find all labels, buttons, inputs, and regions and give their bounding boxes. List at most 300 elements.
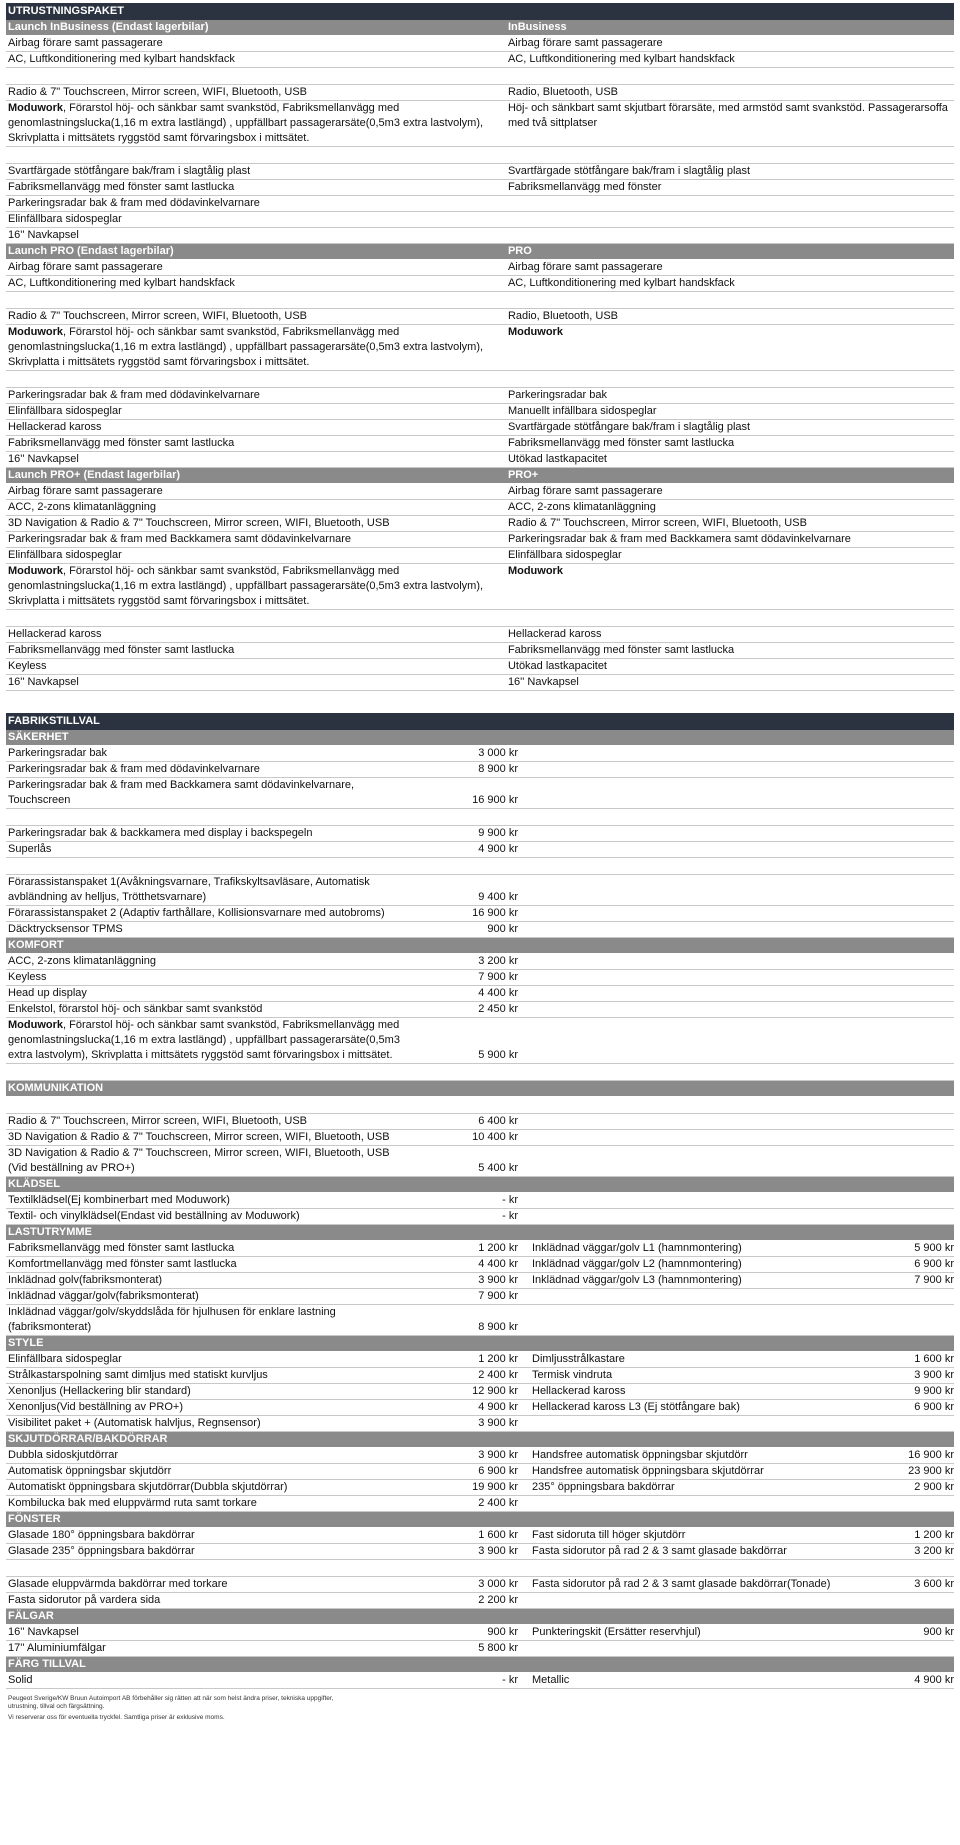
package-item-left [6, 610, 506, 626]
option-row [6, 762, 954, 778]
package-item-right: ACC, 2-zons klimatanläggning [507, 501, 656, 513]
option-row [6, 1464, 954, 1480]
option-name-extra: Dimljusstrålkastare [532, 1353, 625, 1365]
option-name: Förarassistanspaket 1(Avåkningsvarnare, Trafikskyltsavläsare, Automatisk avbländning av helljus, Trötthetsvarnare) [8, 876, 370, 903]
option-name-extra: Metallic [532, 1674, 570, 1686]
option-name-extra [522, 1560, 872, 1576]
option-name-extra [522, 1416, 872, 1431]
option-row [6, 826, 954, 842]
option-row [6, 1018, 954, 1064]
option-name-extra: Hellackerad kaross L3 (Ej stötfångare bak) [532, 1401, 740, 1413]
option-name-extra: Hellackerad kaross [532, 1385, 626, 1397]
option-name: Elinfällbara sidospeglar [8, 1353, 122, 1365]
package-header [6, 468, 954, 484]
option-row [6, 1273, 954, 1289]
option-name: Radio & 7" Touchscreen, Mirror screen, WIFI, Bluetooth, USB [8, 1115, 307, 1127]
option-price: 3 900 kr [478, 1545, 518, 1557]
package-row [6, 52, 954, 68]
package-item-left: 16'' Navkapsel [8, 229, 79, 241]
option-price: 4 400 kr [478, 1258, 518, 1270]
package-row [6, 675, 954, 691]
option-price-extra [872, 842, 954, 857]
option-price: 3 900 kr [478, 1449, 518, 1461]
package-item-left [6, 68, 506, 84]
option-name: Kombilucka bak med eluppvärmd ruta samt torkare [8, 1497, 257, 1509]
package-row [6, 659, 954, 675]
option-price-extra [872, 1002, 954, 1017]
option-row [6, 875, 954, 906]
package-item-left: Moduwork, Förarstol höj- och sänkbar samt svankstöd, Fabriksmellanvägg med genomlastningslucka(1,16 m extra lastlängd) , uppfällbart passagerarsäte(0,5m3 extra lastvolym), Skrivplatta i mittsätets ryggstöd samt förvaringsbox i mittsätet. [8, 326, 484, 368]
package-row [6, 101, 954, 147]
option-category-header: KOMFORT [6, 938, 954, 954]
package-row [6, 484, 954, 500]
option-price: 2 400 kr [478, 1497, 518, 1509]
option-name-extra [522, 970, 872, 985]
package-item-right [506, 228, 954, 243]
footer-line: Peugeot Sverige/KW Bruun Autoimport AB förbehåller sig rätten att när som helst ändra priser, tekniska uppgifter, [8, 1695, 334, 1702]
option-price-extra [872, 858, 954, 874]
option-name-extra [522, 1496, 872, 1511]
option-name: 17'' Aluminiumfälgar [8, 1642, 106, 1654]
option-row [6, 1673, 954, 1689]
package-item-left: Airbag förare samt passagerare [8, 37, 163, 49]
option-price-extra [872, 1097, 954, 1113]
package-item-left: 16'' Navkapsel [8, 453, 79, 465]
option-name-extra [522, 1305, 872, 1335]
package-item-right: Fabriksmellanvägg med fönster samt lastlucka [507, 644, 735, 656]
option-price-extra [872, 1416, 954, 1431]
option-price: - kr [502, 1210, 518, 1222]
option-row [6, 1480, 954, 1496]
option-price-extra [872, 970, 954, 985]
option-price: - kr [502, 1674, 518, 1686]
option-name-extra: Termisk vindruta [532, 1369, 613, 1381]
package-item-right [506, 68, 954, 84]
option-name: Superlås [8, 843, 52, 855]
option-price-extra [872, 1641, 954, 1656]
option-price: 3 000 kr [478, 747, 518, 759]
package-row [6, 532, 954, 548]
option-price-extra [872, 1209, 954, 1224]
option-price-extra: 1 600 kr [914, 1353, 954, 1365]
option-name-extra: Fasta sidorutor på rad 2 & 3 samt glasade bakdörrar(Tonade) [532, 1578, 831, 1590]
option-name: Keyless [8, 971, 47, 983]
option-row [6, 1097, 954, 1114]
package-item-right: Radio & 7" Touchscreen, Mirror screen, WIFI, Bluetooth, USB [507, 517, 807, 529]
option-price: 10 400 kr [472, 1131, 518, 1143]
option-row [6, 1209, 954, 1225]
factory-options-section [6, 713, 954, 1689]
option-name-extra [522, 1193, 872, 1208]
option-category-header: SÄKERHET [6, 730, 954, 746]
option-name: Solid [8, 1674, 33, 1686]
option-row [6, 1241, 954, 1257]
package-item-right: Parkeringsradar bak [507, 389, 607, 401]
option-row [6, 858, 954, 875]
package-row [6, 68, 954, 85]
option-price: 9 900 kr [478, 827, 518, 839]
package-item-left [6, 371, 506, 387]
option-price-extra: 23 900 kr [908, 1465, 954, 1477]
package-item-right: Elinfällbara sidospeglar [507, 549, 622, 561]
option-name: Moduwork, Förarstol höj- och sänkbar samt svankstöd, Fabriksmellanvägg med genomlastningslucka(1,16 m extra lastlängd) , uppfällbart passagerarsäte(0,5m3 extra lastvolym), Skrivplatta i mittsätets ryggstöd samt förvaringsbox i mittsätet. [8, 1019, 400, 1061]
option-price: 3 900 kr [478, 1274, 518, 1286]
package-row [6, 643, 954, 659]
option-name-extra [522, 1593, 872, 1608]
package-item-right: 16'' Navkapsel [507, 676, 579, 688]
option-price-extra [872, 1593, 954, 1608]
option-row [6, 922, 954, 938]
option-price: 7 900 kr [478, 971, 518, 983]
option-name: Automatisk öppningsbar skjutdörr [8, 1465, 172, 1477]
package-header-right: InBusiness [507, 21, 567, 33]
package-item-right: Radio, Bluetooth, USB [507, 86, 619, 98]
option-price-extra [872, 1193, 954, 1208]
package-item-right: AC, Luftkonditionering med kylbart handskfack [507, 277, 735, 289]
option-price [408, 858, 522, 874]
package-row [6, 196, 954, 212]
option-price-extra: 7 900 kr [914, 1274, 954, 1286]
package-item-right: Airbag förare samt passagerare [507, 261, 663, 273]
option-name-extra: Inklädnad väggar/golv L1 (hamnmontering) [532, 1242, 742, 1254]
option-name-extra: Handsfree automatisk öppningsbar skjutdörr [532, 1449, 748, 1461]
equipment-section [6, 3, 954, 691]
option-name-extra [522, 986, 872, 1001]
option-price: 3 200 kr [478, 955, 518, 967]
option-price: 8 900 kr [478, 1321, 518, 1333]
option-row [6, 1368, 954, 1384]
package-item-left: Airbag förare samt passagerare [8, 261, 163, 273]
package-row [6, 276, 954, 292]
option-category-header: FÄRG TILLVAL [6, 1657, 954, 1673]
package-item-left: Moduwork, Förarstol höj- och sänkbar samt svankstöd, Fabriksmellanvägg med genomlastningslucka(1,16 m extra lastlängd) , uppfällbart passagerarsäte(0,5m3 extra lastvolym), Skrivplatta i mittsätets ryggstöd samt förvaringsbox i mittsätet. [8, 565, 484, 607]
option-name-extra [522, 826, 872, 841]
option-price-extra [872, 1305, 954, 1335]
option-price-extra: 6 900 kr [914, 1401, 954, 1413]
package-row [6, 420, 954, 436]
option-price: 9 400 kr [478, 891, 518, 903]
option-name-extra: 235° öppningsbara bakdörrar [532, 1481, 675, 1493]
package-item-left: 3D Navigation & Radio & 7" Touchscreen, Mirror screen, WIFI, Bluetooth, USB [8, 517, 390, 529]
package-item-right [506, 196, 954, 211]
option-price: 1 200 kr [478, 1353, 518, 1365]
package-item-left: Svartfärgade stötfångare bak/fram i slagtålig plast [8, 165, 251, 177]
option-price-extra: 1 200 kr [914, 1529, 954, 1541]
package-item-left: Elinfällbara sidospeglar [8, 405, 122, 417]
option-name: 16'' Navkapsel [8, 1626, 79, 1638]
option-category-header: FÄLGAR [6, 1609, 954, 1625]
package-item-right: Fabriksmellanvägg med fönster [507, 181, 662, 193]
equipment-title: UTRUSTNINGSPAKET [6, 3, 954, 20]
option-name: Automatiskt öppningsbara skjutdörrar(Dubbla skjutdörrar) [8, 1481, 288, 1493]
footer-line: Vi reserverar oss för eventuella tryckfel. Samtliga priser är exklusive moms. [8, 1714, 225, 1721]
option-price: 5 900 kr [478, 1049, 518, 1061]
package-item-left: Elinfällbara sidospeglar [8, 549, 122, 561]
option-price-extra [872, 1064, 954, 1080]
option-name: Textilklädsel(Ej kombinerbart med Moduwork) [8, 1194, 230, 1206]
option-row [6, 842, 954, 858]
option-price-extra: 3 600 kr [914, 1578, 954, 1590]
option-row [6, 1577, 954, 1593]
option-row [6, 1130, 954, 1146]
option-name: Parkeringsradar bak & fram med Backkamera samt dödavinkelvarnare, Touchscreen [8, 779, 355, 806]
option-name: Enkelstol, förarstol höj- och sänkbar samt svankstöd [8, 1003, 263, 1015]
package-item-left: Hellackerad kaross [8, 421, 102, 433]
option-price: 7 900 kr [478, 1290, 518, 1302]
package-row [6, 627, 954, 643]
option-row [6, 970, 954, 986]
option-price: 16 900 kr [472, 794, 518, 806]
option-name-extra [522, 1641, 872, 1656]
package-item-right: AC, Luftkonditionering med kylbart handskfack [507, 53, 735, 65]
option-price-extra [872, 826, 954, 841]
option-price [408, 1064, 522, 1080]
option-name-extra [522, 954, 872, 969]
package-row [6, 548, 954, 564]
package-item-right: Moduwork [507, 565, 563, 577]
option-category-header: LASTUTRYMME [6, 1225, 954, 1241]
package-item-right: Moduwork [507, 326, 563, 338]
option-name: Parkeringsradar bak & fram med dödavinkelvarnare [8, 763, 260, 775]
option-category-header: SKJUTDÖRRAR/BAKDÖRRAR [6, 1432, 954, 1448]
package-item-right [506, 212, 954, 227]
package-item-left: Parkeringsradar bak & fram med Backkamera samt dödavinkelvarnare [8, 533, 351, 545]
option-row [6, 1289, 954, 1305]
option-price: 5 800 kr [478, 1642, 518, 1654]
package-item-left: Parkeringsradar bak & fram med dödavinkelvarnare [8, 389, 260, 401]
option-price-extra [872, 1496, 954, 1511]
option-price: 4 900 kr [478, 1401, 518, 1413]
option-name [6, 1097, 408, 1113]
option-name: Xenonljus (Hellackering blir standard) [8, 1385, 191, 1397]
option-price-extra [872, 1130, 954, 1145]
option-name: Head up display [8, 987, 87, 999]
option-price-extra [872, 875, 954, 905]
package-item-right [506, 292, 954, 308]
package-header-left: Launch PRO (Endast lagerbilar) [8, 245, 174, 257]
option-row [6, 1193, 954, 1209]
package-item-left: Elinfällbara sidospeglar [8, 213, 122, 225]
option-name: Parkeringsradar bak [8, 747, 108, 759]
option-row [6, 1496, 954, 1512]
option-price: 6 900 kr [478, 1465, 518, 1477]
package-item-left: Radio & 7" Touchscreen, Mirror screen, WIFI, Bluetooth, USB [8, 310, 307, 322]
option-name [6, 1560, 408, 1576]
option-price: 2 200 kr [478, 1594, 518, 1606]
option-name: Fasta sidorutor på vardera sida [8, 1594, 161, 1606]
package-item-right: Svartfärgade stötfångare bak/fram i slagtålig plast [507, 165, 751, 177]
option-price: 4 400 kr [478, 987, 518, 999]
package-row [6, 85, 954, 101]
option-name-extra [522, 906, 872, 921]
option-row [6, 1146, 954, 1177]
package-item-left [6, 292, 506, 308]
package-item-left [6, 147, 506, 163]
option-price-extra [872, 746, 954, 761]
option-row [6, 954, 954, 970]
option-price-extra [872, 922, 954, 937]
package-item-left: Radio & 7" Touchscreen, Mirror screen, WIFI, Bluetooth, USB [8, 86, 307, 98]
package-header-right: PRO+ [507, 469, 539, 481]
package-item-right [506, 147, 954, 163]
option-price-extra [872, 1114, 954, 1129]
package-row [6, 164, 954, 180]
option-name-extra [522, 1130, 872, 1145]
option-name: Inklädnad väggar/golv(fabriksmonterat) [8, 1290, 199, 1302]
option-row [6, 1416, 954, 1432]
option-price-extra [872, 1560, 954, 1576]
option-row [6, 1641, 954, 1657]
option-name-extra: Inklädnad väggar/golv L2 (hamnmontering) [532, 1258, 742, 1270]
option-price-extra [872, 986, 954, 1001]
package-row [6, 516, 954, 532]
option-row [6, 1544, 954, 1560]
package-row [6, 610, 954, 627]
package-row [6, 292, 954, 309]
package-row [6, 180, 954, 196]
option-price-extra: 16 900 kr [908, 1449, 954, 1461]
factory-options-title: FABRIKSTILLVAL [6, 713, 954, 730]
footer-disclaimer [6, 1689, 954, 1722]
option-name-extra [522, 1097, 872, 1113]
option-name: ACC, 2-zons klimatanläggning [8, 955, 156, 967]
option-price: 1 200 kr [478, 1242, 518, 1254]
option-name-extra [522, 858, 872, 874]
package-item-left: Hellackerad kaross [8, 628, 102, 640]
package-item-right: Utökad lastkapacitet [507, 453, 607, 465]
package-item-right: Höj- och sänkbart samt skjutbart förarsäte, med armstöd samt svankstöd. Passagerarsoffa med två sittplatser [507, 102, 948, 129]
package-row [6, 260, 954, 276]
option-name: Glasade 235° öppningsbara bakdörrar [8, 1545, 195, 1557]
package-row [6, 228, 954, 244]
option-price: 900 kr [487, 1626, 518, 1638]
option-price-extra: 3 200 kr [914, 1545, 954, 1557]
option-row [6, 1002, 954, 1018]
option-name: Inklädnad golv(fabriksmonterat) [8, 1274, 163, 1286]
package-row [6, 436, 954, 452]
option-name-extra [522, 1114, 872, 1129]
package-item-left: Keyless [8, 660, 47, 672]
option-price: 1 600 kr [478, 1529, 518, 1541]
package-item-left: Fabriksmellanvägg med fönster samt lastlucka [8, 181, 235, 193]
option-row [6, 1114, 954, 1130]
package-item-right [506, 371, 954, 387]
option-name-extra [522, 762, 872, 777]
package-item-left: Fabriksmellanvägg med fönster samt lastlucka [8, 437, 235, 449]
option-price-extra: 6 900 kr [914, 1258, 954, 1270]
option-price-extra [872, 1018, 954, 1063]
package-item-right [506, 610, 954, 626]
option-name: Strålkastarspolning samt dimljus med statiskt kurvljus [8, 1369, 268, 1381]
footer-line: utrustning, tillval och färgsättning. [8, 1703, 105, 1710]
option-price-extra [872, 1289, 954, 1304]
section-gap [6, 691, 954, 713]
package-row [6, 212, 954, 228]
package-item-left: AC, Luftkonditionering med kylbart handskfack [8, 53, 235, 65]
option-name: Parkeringsradar bak & backkamera med display i backspegeln [8, 827, 313, 839]
package-item-left: AC, Luftkonditionering med kylbart handskfack [8, 277, 235, 289]
package-item-right: Fabriksmellanvägg med fönster samt lastlucka [507, 437, 735, 449]
option-row [6, 809, 954, 826]
option-price-extra [872, 778, 954, 808]
option-price: 8 900 kr [478, 763, 518, 775]
option-name: 3D Navigation & Radio & 7" Touchscreen, Mirror screen, WIFI, Bluetooth, USB [8, 1131, 390, 1143]
package-header [6, 244, 954, 260]
option-price: 19 900 kr [472, 1481, 518, 1493]
option-price [408, 1560, 522, 1576]
option-category-header: KOMMUNIKATION [6, 1081, 954, 1097]
option-price-extra [872, 1146, 954, 1176]
option-price: - kr [502, 1194, 518, 1206]
option-name [6, 1064, 408, 1080]
option-name: Fabriksmellanvägg med fönster samt lastlucka [8, 1242, 235, 1254]
package-item-right: Airbag förare samt passagerare [507, 485, 663, 497]
package-row [6, 500, 954, 516]
option-row [6, 906, 954, 922]
option-name: Glasade 180° öppningsbara bakdörrar [8, 1529, 195, 1541]
option-category-header: FÖNSTER [6, 1512, 954, 1528]
package-item-left: Fabriksmellanvägg med fönster samt lastlucka [8, 644, 235, 656]
option-price-extra [872, 954, 954, 969]
option-price: 5 400 kr [478, 1162, 518, 1174]
option-price: 3 000 kr [478, 1578, 518, 1590]
option-name-extra [522, 746, 872, 761]
option-row [6, 1257, 954, 1273]
option-name-extra [522, 922, 872, 937]
option-name-extra [522, 842, 872, 857]
option-name: Inklädnad väggar/golv/skyddslåda för hjulhusen för enklare lastning (fabriksmonterat) [8, 1306, 336, 1333]
package-item-right: Airbag förare samt passagerare [507, 37, 663, 49]
package-item-right: Svartfärgade stötfångare bak/fram i slagtålig plast [507, 421, 751, 433]
option-price-extra: 9 900 kr [914, 1385, 954, 1397]
option-price-extra [872, 762, 954, 777]
option-name: Xenonljus(Vid beställning av PRO+) [8, 1401, 183, 1413]
package-row [6, 371, 954, 388]
package-row [6, 452, 954, 468]
package-header-left: Launch PRO+ (Endast lagerbilar) [8, 469, 181, 481]
option-price: 16 900 kr [472, 907, 518, 919]
option-name-extra [522, 1002, 872, 1017]
package-row [6, 325, 954, 371]
package-item-right: Parkeringsradar bak & fram med Backkamera samt dödavinkelvarnare [507, 533, 851, 545]
option-price [408, 1097, 522, 1113]
option-price-extra: 900 kr [923, 1626, 954, 1638]
option-row [6, 1400, 954, 1416]
option-price-extra [872, 906, 954, 921]
option-name: Komfortmellanvägg med fönster samt lastlucka [8, 1258, 237, 1270]
option-price: 6 400 kr [478, 1115, 518, 1127]
option-name-extra [522, 1289, 872, 1304]
price-sheet [6, 3, 954, 1722]
option-price-extra: 4 900 kr [914, 1674, 954, 1686]
option-name-extra [522, 1146, 872, 1176]
option-name [6, 858, 408, 874]
option-name: Förarassistanspaket 2 (Adaptiv farthållare, Kollisionsvarnare med autobroms) [8, 907, 385, 919]
option-row [6, 1064, 954, 1081]
option-price-extra: 5 900 kr [914, 1242, 954, 1254]
option-price: 12 900 kr [472, 1385, 518, 1397]
package-item-left: Moduwork, Förarstol höj- och sänkbar samt svankstöd, Fabriksmellanvägg med genomlastningslucka(1,16 m extra lastlängd) , uppfällbart passagerarsäte(0,5m3 extra lastvolym), Skrivplatta i mittsätets ryggstöd samt förvaringsbox i mittsätet. [8, 102, 484, 144]
option-name: 3D Navigation & Radio & 7" Touchscreen, Mirror screen, WIFI, Bluetooth, USB (Vid beställning av PRO+) [8, 1147, 390, 1174]
package-item-right: Radio, Bluetooth, USB [507, 310, 619, 322]
option-name-extra [522, 1209, 872, 1224]
option-name-extra: Fast sidoruta till höger skjutdörr [532, 1529, 686, 1541]
package-row [6, 404, 954, 420]
option-name [6, 809, 408, 825]
option-name: Textil- och vinylklädsel(Endast vid beställning av Moduwork) [8, 1210, 300, 1222]
option-name: Glasade eluppvärmda bakdörrar med torkare [8, 1578, 228, 1590]
option-category-header: STYLE [6, 1336, 954, 1352]
